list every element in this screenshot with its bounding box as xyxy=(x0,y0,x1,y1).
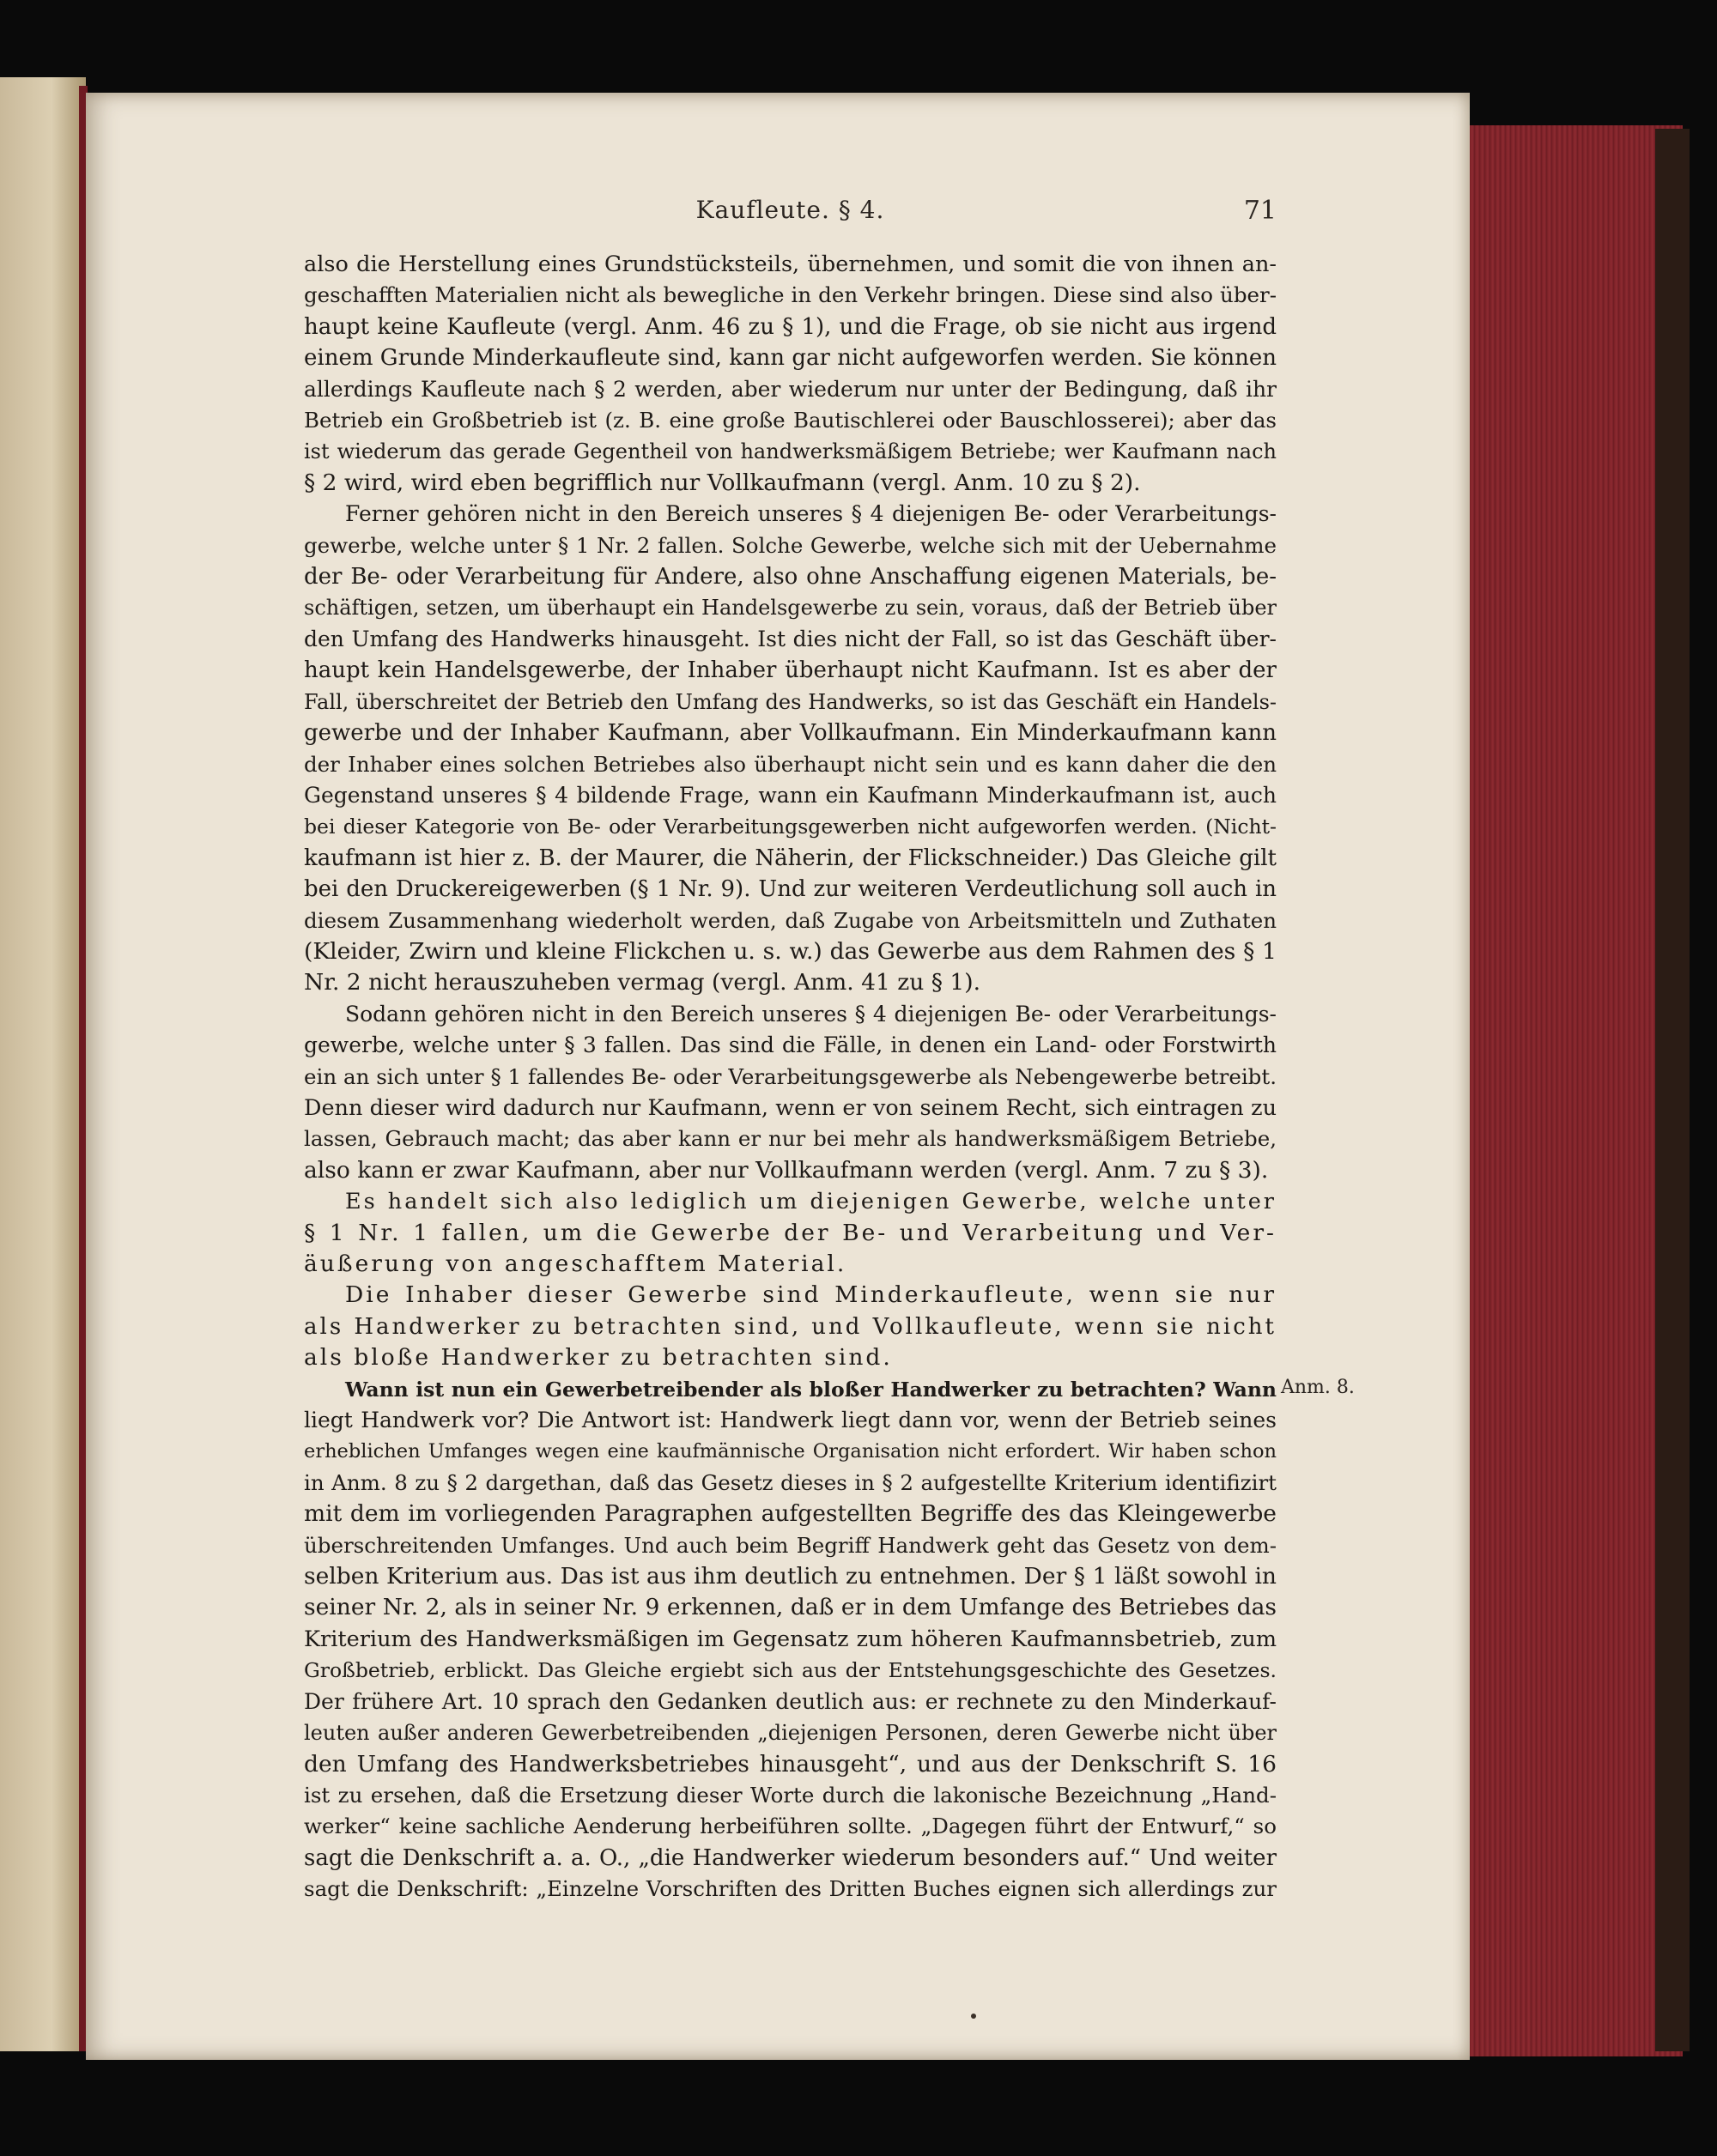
book-cover-spine xyxy=(1655,129,1690,2051)
text-line: Fall, überschreitet der Betrieb den Umfang des Handwerks, so ist das Geschäft ein Handels- xyxy=(304,689,1277,714)
text-line: Kriterium des Handwerksmäßigen im Gegensatz zum höheren Kaufmannsbetrieb, zum xyxy=(304,1626,1277,1652)
text-line: erheblichen Umfanges wegen eine kaufmännische Organisation nicht erfordert. Wir haben schon xyxy=(304,1440,1277,1463)
text-line: lassen, Gebrauch macht; das aber kann er nur bei mehr als handwerksmäßigem Betriebe, xyxy=(304,1126,1277,1152)
text-line: in Anm. 8 zu § 2 dargethan, daß das Gesetz dieses in § 2 aufgestellte Kriterium identifizirt xyxy=(304,1469,1277,1495)
text-line: Die Inhaber dieser Gewerbe sind Minderkaufleute, wenn sie nur xyxy=(345,1281,1277,1309)
text-line: kaufmann ist hier z. B. der Maurer, die Näherin, der Flickschneider.) Das Gleiche gilt xyxy=(304,845,1277,871)
ink-speck xyxy=(971,2014,976,2019)
text-line: haupt keine Kaufleute (vergl. Anm. 46 zu § 1), und die Frage, ob sie nicht aus irgend xyxy=(304,313,1277,340)
text-line: sagt die Denkschrift a. a. O., „die Handwerker wiederum besonders auf.“ Und weiter xyxy=(304,1844,1277,1871)
text-line: mit dem im vorliegenden Paragraphen aufgestellten Begriffe des das Kleingewerbe xyxy=(304,1500,1277,1528)
book-page-edges xyxy=(1470,125,1683,2056)
text-line: Nr. 2 nicht herauszuheben vermag (vergl. Anm. 41 zu § 1). xyxy=(304,969,981,996)
text-line: bei den Druckereigewerben (§ 1 Nr. 9). Und zur weiteren Verdeutlichung soll auch in xyxy=(304,876,1277,903)
page-header xyxy=(304,196,1277,230)
text-line: selben Kriterium aus. Das ist aus ihm deutlich zu entnehmen. Der § 1 läßt sowohl in xyxy=(304,1563,1277,1590)
text-line: ein an sich unter § 1 fallendes Be- oder Verarbeitungsgewerbe als Nebengewerbe betreibt. xyxy=(304,1063,1277,1089)
text-line: gewerbe, welche unter § 3 fallen. Das sind die Fälle, in denen ein Land- oder Forstwirth xyxy=(304,1033,1277,1058)
text-line: (Kleider, Zwirn und kleine Flickchen u. s. w.) das Gewerbe aus dem Rahmen des § 1 xyxy=(304,937,1277,965)
paragraph xyxy=(304,1374,1277,1905)
paragraph xyxy=(304,249,1277,499)
text-line: äußerung von angeschafftem Material. xyxy=(304,1251,847,1277)
text-line: seiner Nr. 2, als in seiner Nr. 9 erkennen, daß er in dem Umfange des Betriebes das xyxy=(304,1594,1277,1621)
text-line: Denn dieser wird dadurch nur Kaufmann, wenn er von seinem Recht, sich eintragen zu xyxy=(304,1094,1277,1121)
text-line: Großbetrieb, erblickt. Das Gleiche ergiebt sich aus der Entstehungsgeschichte des Gesetzes. xyxy=(304,1658,1277,1683)
text-line: der Be- oder Verarbeitung für Andere, also ohne Anschaffung eigenen Materials, be- xyxy=(304,564,1277,590)
text-line: sagt die Denkschrift: „Einzelne Vorschriften des Dritten Buches eignen sich allerdings zur xyxy=(304,1876,1277,1902)
text-line: den Umfang des Handwerks hinausgeht. Ist dies nicht der Fall, so ist das Geschäft über- xyxy=(304,626,1277,651)
margin-note: Anm. 8. xyxy=(1281,1377,1355,1398)
text-line: haupt kein Handelsgewerbe, der Inhaber überhaupt nicht Kaufmann. Ist es aber der xyxy=(304,657,1277,684)
left-facing-page-edge xyxy=(0,77,86,2051)
text-line: § 2 wird, wird eben begrifflich nur Vollkaufmann (vergl. Anm. 10 zu § 2). xyxy=(304,469,1141,496)
text-line: als bloße Handwerker zu betrachten sind. xyxy=(304,1344,893,1372)
text-line: den Umfang des Handwerksbetriebes hinausgeht“, und aus der Denkschrift S. 16 xyxy=(304,1750,1277,1777)
text-line: überschreitenden Umfanges. Und auch beim Begriff Handwerk geht das Gesetz von dem- xyxy=(304,1532,1277,1558)
text-line: gewerbe, welche unter § 1 Nr. 2 fallen. Solche Gewerbe, welche sich mit der Uebernahme xyxy=(304,532,1277,558)
text-line: leuten außer anderen Gewerbetreibenden „diejenigen Personen, deren Gewerbe nicht über xyxy=(304,1721,1277,1746)
text-line: Ferner gehören nicht in den Bereich unseres § 4 diejenigen Be- oder Verarbeitungs- xyxy=(345,501,1277,527)
text-line: schäftigen, setzen, um überhaupt ein Handelsgewerbe zu sein, voraus, daß der Betrieb über xyxy=(304,596,1277,621)
text-line: ist wiederum das gerade Gegentheil von handwerksmäßigem Betriebe; wer Kaufmann nach xyxy=(304,439,1277,464)
text-line: geschafften Materialien nicht als bewegliche in den Verkehr bringen. Diese sind also über- xyxy=(304,282,1277,308)
text-line: ist zu ersehen, daß die Ersetzung dieser Worte durch die lakonische Bezeichnung „Hand- xyxy=(304,1782,1277,1808)
text-line: allerdings Kaufleute nach § 2 werden, aber wiederum nur unter der Bedingung, daß ihr xyxy=(304,376,1277,402)
text-line: Betrieb ein Großbetrieb ist (z. B. eine große Bautischlerei oder Bauschlosserei); aber das xyxy=(304,408,1277,433)
paragraph xyxy=(304,1280,1277,1373)
text-line: Wann ist nun ein Gewerbetreibender als bloßer Handwerker zu betrachten? Wann xyxy=(345,1377,1277,1402)
text-line: Sodann gehören nicht in den Bereich unseres § 4 diejenigen Be- oder Verarbeitungs- xyxy=(345,1001,1277,1027)
text-line: Der frühere Art. 10 sprach den Gedanken deutlich aus: er rechnete zu den Minderkauf- xyxy=(304,1688,1277,1714)
text-line: also kann er zwar Kaufmann, aber nur Vollkaufmann werden (vergl. Anm. 7 zu § 3). xyxy=(304,1156,1269,1184)
text-line: der Inhaber eines solchen Betriebes also überhaupt nicht sein und es kann daher die den xyxy=(304,751,1277,777)
text-line: Es handelt sich also lediglich um diejenigen Gewerbe, welche unter xyxy=(345,1189,1277,1215)
paragraph xyxy=(304,1186,1277,1280)
text-line: bei dieser Kategorie von Be- oder Verarbeitungsgewerben nicht aufgeworfen werden. (Nicht- xyxy=(304,815,1277,839)
paragraph xyxy=(304,999,1277,1186)
body-text xyxy=(304,249,1277,1905)
text-line: einem Grunde Minderkaufleute sind, kann gar nicht aufgeworfen werden. Sie können xyxy=(304,345,1277,372)
text-line: Gegenstand unseres § 4 bildende Frage, wann ein Kaufmann Minderkaufmann ist, auch xyxy=(304,782,1277,808)
text-line: werker“ keine sachliche Aenderung herbeiführen sollte. „Dagegen führt der Entwurf,“ so xyxy=(304,1814,1277,1839)
running-title: Kaufleute. § 4. xyxy=(695,196,885,224)
text-line: liegt Handwerk vor? Die Antwort ist: Handwerk liegt dann vor, wenn der Betrieb seines xyxy=(304,1408,1277,1433)
text-line: § 1 Nr. 1 fallen, um die Gewerbe der Be- und Verarbeitung und Ver- xyxy=(304,1219,1277,1246)
text-line: also die Herstellung eines Grundstücksteils, übernehmen, und somit die von ihnen an- xyxy=(304,251,1277,277)
text-line: diesem Zusammenhang wiederholt werden, daß Zugabe von Arbeitsmitteln und Zuthaten xyxy=(304,907,1277,933)
text-line: gewerbe und der Inhaber Kaufmann, aber Vollkaufmann. Ein Minderkaufmann kann xyxy=(304,720,1277,747)
text-line: als Handwerker zu betrachten sind, und Vollkaufleute, wenn sie nicht xyxy=(304,1313,1277,1340)
page-number: 71 xyxy=(1243,196,1277,226)
paragraph xyxy=(304,499,1277,999)
